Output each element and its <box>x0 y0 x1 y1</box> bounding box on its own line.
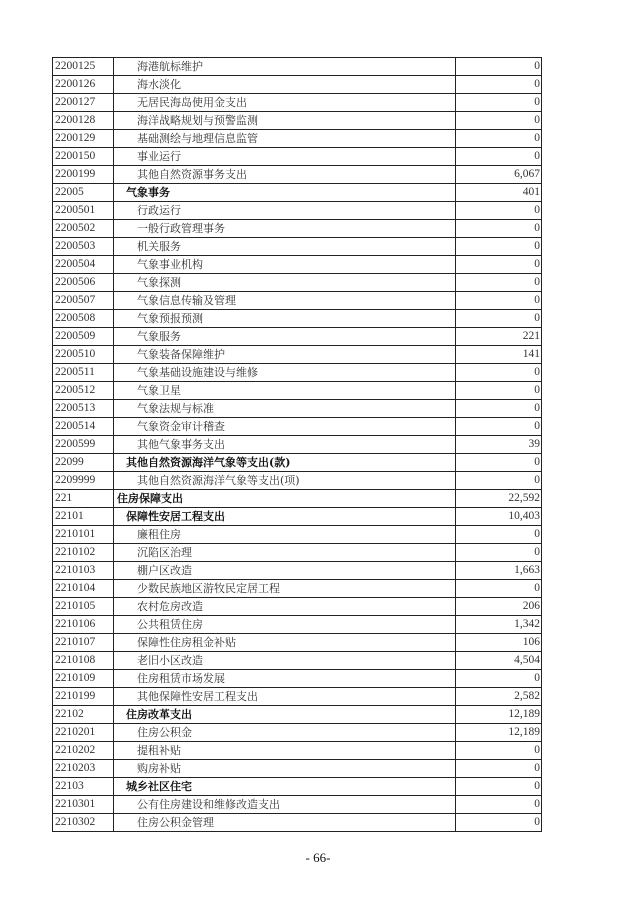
code-cell: 2200514 <box>53 418 114 436</box>
code-cell: 22103 <box>53 778 114 796</box>
amount-cell: 0 <box>456 238 542 256</box>
name-cell: 事业运行 <box>114 148 456 166</box>
code-cell: 2210102 <box>53 544 114 562</box>
code-cell: 2210202 <box>53 742 114 760</box>
table-row <box>53 184 542 202</box>
name-cell: 一般行政管理事务 <box>114 220 456 238</box>
table-row <box>53 58 542 76</box>
code-cell: 2200502 <box>53 220 114 238</box>
table-row <box>53 562 542 580</box>
code-cell: 2210105 <box>53 598 114 616</box>
amount-cell: 0 <box>456 58 542 76</box>
name-cell: 住房改革支出 <box>114 706 456 724</box>
table-row <box>53 76 542 94</box>
code-cell: 2200501 <box>53 202 114 220</box>
table-row <box>53 202 542 220</box>
table-row <box>53 256 542 274</box>
code-cell: 2200126 <box>53 76 114 94</box>
name-cell: 其他保障性安居工程支出 <box>114 688 456 706</box>
amount-cell: 0 <box>456 544 542 562</box>
amount-cell: 0 <box>456 382 542 400</box>
table-row <box>53 346 542 364</box>
name-cell: 气象服务 <box>114 328 456 346</box>
table-row <box>53 760 542 778</box>
code-cell: 2210201 <box>53 724 114 742</box>
name-cell: 农村危房改造 <box>114 598 456 616</box>
amount-cell: 1,663 <box>456 562 542 580</box>
table-row <box>53 580 542 598</box>
amount-cell: 39 <box>456 436 542 454</box>
name-cell: 住房公积金 <box>114 724 456 742</box>
code-cell: 2200509 <box>53 328 114 346</box>
name-cell: 气象基础设施建设与维修 <box>114 364 456 382</box>
code-cell: 2210203 <box>53 760 114 778</box>
code-cell: 2209999 <box>53 472 114 490</box>
code-cell: 22005 <box>53 184 114 202</box>
amount-cell: 4,504 <box>456 652 542 670</box>
name-cell: 海洋战略规划与预警监测 <box>114 112 456 130</box>
code-cell: 2210109 <box>53 670 114 688</box>
amount-cell: 12,189 <box>456 724 542 742</box>
table-row <box>53 238 542 256</box>
name-cell: 其他自然资源海洋气象等支出(款) <box>114 454 456 472</box>
name-cell: 气象装备保障维护 <box>114 346 456 364</box>
name-cell: 购房补贴 <box>114 760 456 778</box>
name-cell: 气象信息传输及管理 <box>114 292 456 310</box>
code-cell: 2200510 <box>53 346 114 364</box>
table-row <box>53 292 542 310</box>
code-cell: 22099 <box>53 454 114 472</box>
amount-cell: 0 <box>456 670 542 688</box>
name-cell: 行政运行 <box>114 202 456 220</box>
table-row <box>53 796 542 814</box>
table-row <box>53 490 542 508</box>
table-row <box>53 652 542 670</box>
code-cell: 2210199 <box>53 688 114 706</box>
code-cell: 2200508 <box>53 310 114 328</box>
name-cell: 棚户区改造 <box>114 562 456 580</box>
amount-cell: 0 <box>456 76 542 94</box>
name-cell: 住房租赁市场发展 <box>114 670 456 688</box>
amount-cell: 0 <box>456 814 542 832</box>
name-cell: 其他自然资源事务支出 <box>114 166 456 184</box>
code-cell: 2200504 <box>53 256 114 274</box>
amount-cell: 22,592 <box>456 490 542 508</box>
amount-cell: 0 <box>456 454 542 472</box>
code-cell: 2210106 <box>53 616 114 634</box>
amount-cell: 0 <box>456 112 542 130</box>
amount-cell: 6,067 <box>456 166 542 184</box>
amount-cell: 206 <box>456 598 542 616</box>
table-row <box>53 400 542 418</box>
code-cell: 2200127 <box>53 94 114 112</box>
code-cell: 2200150 <box>53 148 114 166</box>
table-row <box>53 508 542 526</box>
code-cell: 2200511 <box>53 364 114 382</box>
table-row <box>53 94 542 112</box>
name-cell: 保障性住房租金补贴 <box>114 634 456 652</box>
name-cell: 气象事业机构 <box>114 256 456 274</box>
amount-cell: 0 <box>456 202 542 220</box>
amount-cell: 1,342 <box>456 616 542 634</box>
table-row <box>53 472 542 490</box>
table-row <box>53 364 542 382</box>
table-row <box>53 742 542 760</box>
code-cell: 2200125 <box>53 58 114 76</box>
code-cell: 2210103 <box>53 562 114 580</box>
table-row <box>53 328 542 346</box>
amount-cell: 0 <box>456 580 542 598</box>
table-row <box>53 382 542 400</box>
amount-cell: 0 <box>456 256 542 274</box>
name-cell: 海港航标维护 <box>114 58 456 76</box>
name-cell: 保障性安居工程支出 <box>114 508 456 526</box>
name-cell: 住房公积金管理 <box>114 814 456 832</box>
page-number: - 66- <box>305 850 331 865</box>
code-cell: 2200599 <box>53 436 114 454</box>
table-row <box>53 544 542 562</box>
name-cell: 气象预报预测 <box>114 310 456 328</box>
amount-cell: 0 <box>456 94 542 112</box>
code-cell: 22101 <box>53 508 114 526</box>
name-cell: 老旧小区改造 <box>114 652 456 670</box>
amount-cell: 0 <box>456 418 542 436</box>
table-row <box>53 778 542 796</box>
table-row <box>53 706 542 724</box>
table-row <box>53 814 542 832</box>
code-cell: 2210101 <box>53 526 114 544</box>
table-row <box>53 436 542 454</box>
code-cell: 2200507 <box>53 292 114 310</box>
table-row <box>53 634 542 652</box>
amount-cell: 0 <box>456 274 542 292</box>
name-cell: 住房保障支出 <box>114 490 456 508</box>
table-row <box>53 688 542 706</box>
budget-table <box>52 57 542 832</box>
name-cell: 气象事务 <box>114 184 456 202</box>
code-cell: 2210108 <box>53 652 114 670</box>
name-cell: 气象探测 <box>114 274 456 292</box>
name-cell: 其他气象事务支出 <box>114 436 456 454</box>
code-cell: 2200128 <box>53 112 114 130</box>
name-cell: 提租补贴 <box>114 742 456 760</box>
amount-cell: 0 <box>456 292 542 310</box>
code-cell: 2200129 <box>53 130 114 148</box>
table-row <box>53 670 542 688</box>
table-row <box>53 112 542 130</box>
name-cell: 公有住房建设和维修改造支出 <box>114 796 456 814</box>
amount-cell: 0 <box>456 148 542 166</box>
amount-cell: 0 <box>456 400 542 418</box>
code-cell: 221 <box>53 490 114 508</box>
code-cell: 2210301 <box>53 796 114 814</box>
amount-cell: 0 <box>456 310 542 328</box>
code-cell: 2200199 <box>53 166 114 184</box>
code-cell: 2210107 <box>53 634 114 652</box>
amount-cell: 2,582 <box>456 688 542 706</box>
amount-cell: 10,403 <box>456 508 542 526</box>
name-cell: 机关服务 <box>114 238 456 256</box>
amount-cell: 0 <box>456 760 542 778</box>
code-cell: 2200512 <box>53 382 114 400</box>
amount-cell: 0 <box>456 742 542 760</box>
amount-cell: 0 <box>456 472 542 490</box>
name-cell: 少数民族地区游牧民定居工程 <box>114 580 456 598</box>
name-cell: 其他自然资源海洋气象等支出(项) <box>114 472 456 490</box>
name-cell: 基础测绘与地理信息监管 <box>114 130 456 148</box>
table-row <box>53 220 542 238</box>
code-cell: 2200503 <box>53 238 114 256</box>
amount-cell: 0 <box>456 778 542 796</box>
amount-cell: 0 <box>456 130 542 148</box>
name-cell: 气象卫星 <box>114 382 456 400</box>
name-cell: 无居民海岛使用金支出 <box>114 94 456 112</box>
name-cell: 城乡社区住宅 <box>114 778 456 796</box>
name-cell: 气象资金审计稽查 <box>114 418 456 436</box>
table-row <box>53 274 542 292</box>
code-cell: 2200506 <box>53 274 114 292</box>
amount-cell: 401 <box>456 184 542 202</box>
name-cell: 廉租住房 <box>114 526 456 544</box>
name-cell: 沉陷区治理 <box>114 544 456 562</box>
amount-cell: 0 <box>456 796 542 814</box>
amount-cell: 0 <box>456 220 542 238</box>
table-row <box>53 418 542 436</box>
table-row <box>53 310 542 328</box>
code-cell: 2210104 <box>53 580 114 598</box>
amount-cell: 12,189 <box>456 706 542 724</box>
amount-cell: 221 <box>456 328 542 346</box>
table-row <box>53 130 542 148</box>
name-cell: 海水淡化 <box>114 76 456 94</box>
table-row <box>53 616 542 634</box>
name-cell: 公共租赁住房 <box>114 616 456 634</box>
table-row <box>53 166 542 184</box>
name-cell: 气象法规与标准 <box>114 400 456 418</box>
table-row <box>53 148 542 166</box>
code-cell: 2200513 <box>53 400 114 418</box>
table-row <box>53 724 542 742</box>
amount-cell: 0 <box>456 364 542 382</box>
code-cell: 2210302 <box>53 814 114 832</box>
amount-cell: 141 <box>456 346 542 364</box>
table-row <box>53 454 542 472</box>
table-row <box>53 526 542 544</box>
amount-cell: 106 <box>456 634 542 652</box>
table-row <box>53 598 542 616</box>
amount-cell: 0 <box>456 526 542 544</box>
code-cell: 22102 <box>53 706 114 724</box>
